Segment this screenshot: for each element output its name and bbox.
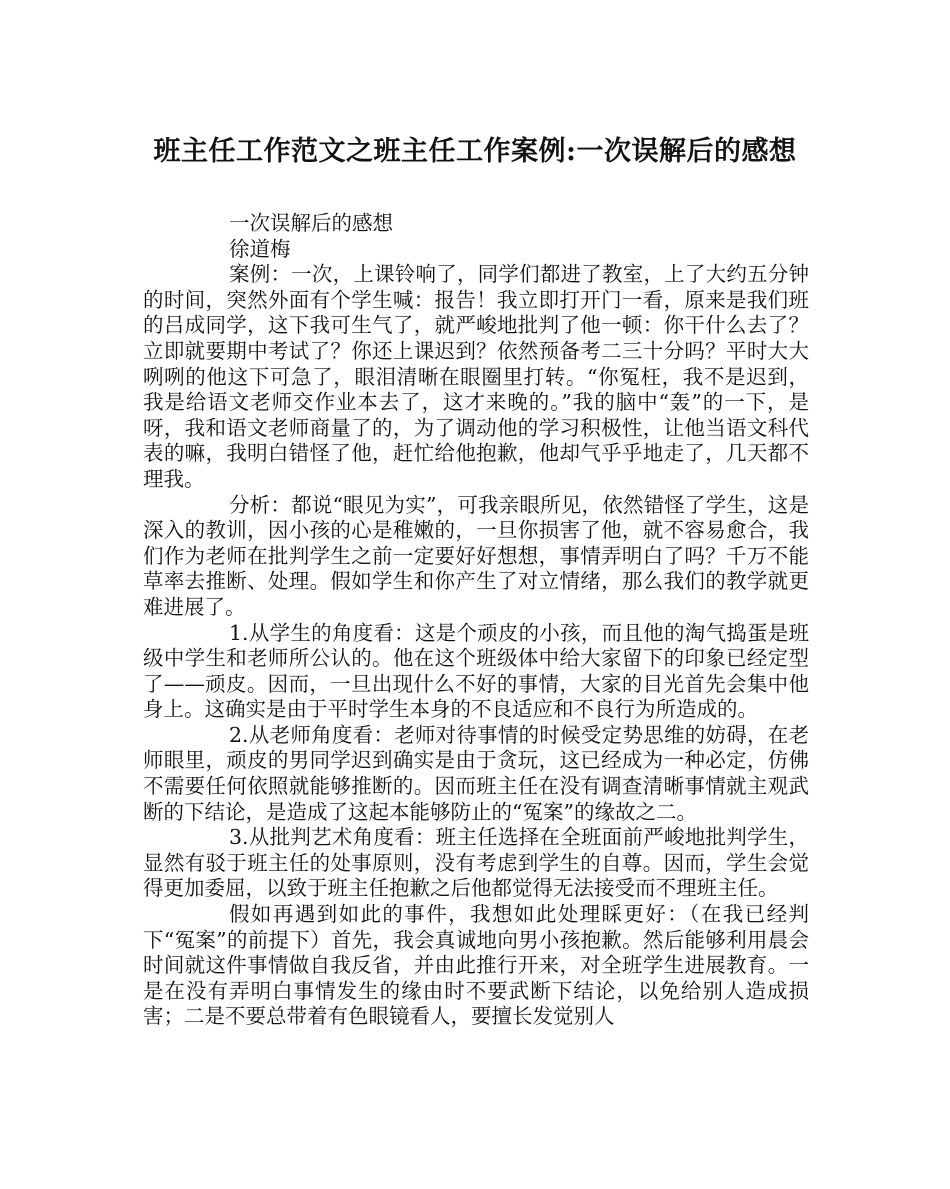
- paragraph-point-2: 2.从老师角度看：老师对待事情的时候受定势思维的妨碍，在老师眼里，顽皮的男同学迟到确实是由于贪玩，这已经成为一种必定，仿佛不需要任何依照就能够推断的。因而班主任在没有调查清晰事情就主观武断的下结论，是造成了这起本能够防止的“冤案”的缘故之二。: [143, 722, 809, 824]
- paragraph-case: 案例：一次，上课铃响了，同学们都进了教室，上了大约五分钟的时间，突然外面有个学生喊：报告！我立即打开门一看，原来是我们班的吕成同学，这下我可生气了，就严峻地批判了他一顿：你干什么去了？立即就要期中考试了？你还上课迟到？依然预备考二三十分吗？平时大大咧咧的他这下可急了，眼泪清晰在眼圈里打转。“你冤枉，我不是迟到，我是给语文老师交作业本去了，这才来晚的。”我的脑中“轰”的一下，是呀，我和语文老师商量了的，为了调动他的学习积极性，让他当语文科代表的嘛，我明白错怪了他，赶忙给他抱歉，他却气乎乎地走了，几天都不理我。: [143, 262, 809, 491]
- paragraph-analysis: 分析：都说“眼见为实”，可我亲眼所见，依然错怪了学生，这是深入的教训，因小孩的心是稚嫩的，一旦你损害了他，就不容易愈合，我们作为老师在批判学生之前一定要好好想想，事情弄明白了吗？千万不能草率去推断、处理。假如学生和你产生了对立情绪，那么我们的教学就更难进展了。: [143, 492, 809, 619]
- paragraph-reflection: 假如再遇到如此的事件，我想如此处理睬更好：（在我已经判下“冤案”的前提下）首先，我会真诚地向男小孩抱歉。然后能够利用晨会时间就这件事情做自我反省，并由此推行开来，对全班学生进展教育。一是在没有弄明白事情发生的缘由时不要武断下结论，以免给别人造成损害；二是不要总带着有色眼镜看人，要擅长发觉别人: [143, 902, 809, 1029]
- paragraph-point-1: 1.从学生的角度看：这是个顽皮的小孩，而且他的淘气捣蛋是班级中学生和老师所公认的。他在这个班级体中给大家留下的印象已经定型了——顽皮。因而，一旦出现什么不好的事情，大家的目光首先会集中他身上。这确实是由于平时学生本身的不良适应和不良行为所造成的。: [143, 620, 809, 722]
- paragraph-point-3: 3.从批判艺术角度看：班主任选择在全班面前严峻地批判学生，显然有驳于班主任的处事原则，没有考虑到学生的自尊。因而，学生会觉得更加委屈，以致于班主任抱歉之后他都觉得无法接受而不理班主任。: [143, 825, 809, 901]
- essay-heading: 一次误解后的感想: [229, 211, 393, 235]
- author-name: 徐道梅: [229, 236, 291, 261]
- document-body: [143, 211, 809, 1030]
- document-title: 班主任工作范文之班主任工作案例:一次误解后的感想: [153, 136, 797, 167]
